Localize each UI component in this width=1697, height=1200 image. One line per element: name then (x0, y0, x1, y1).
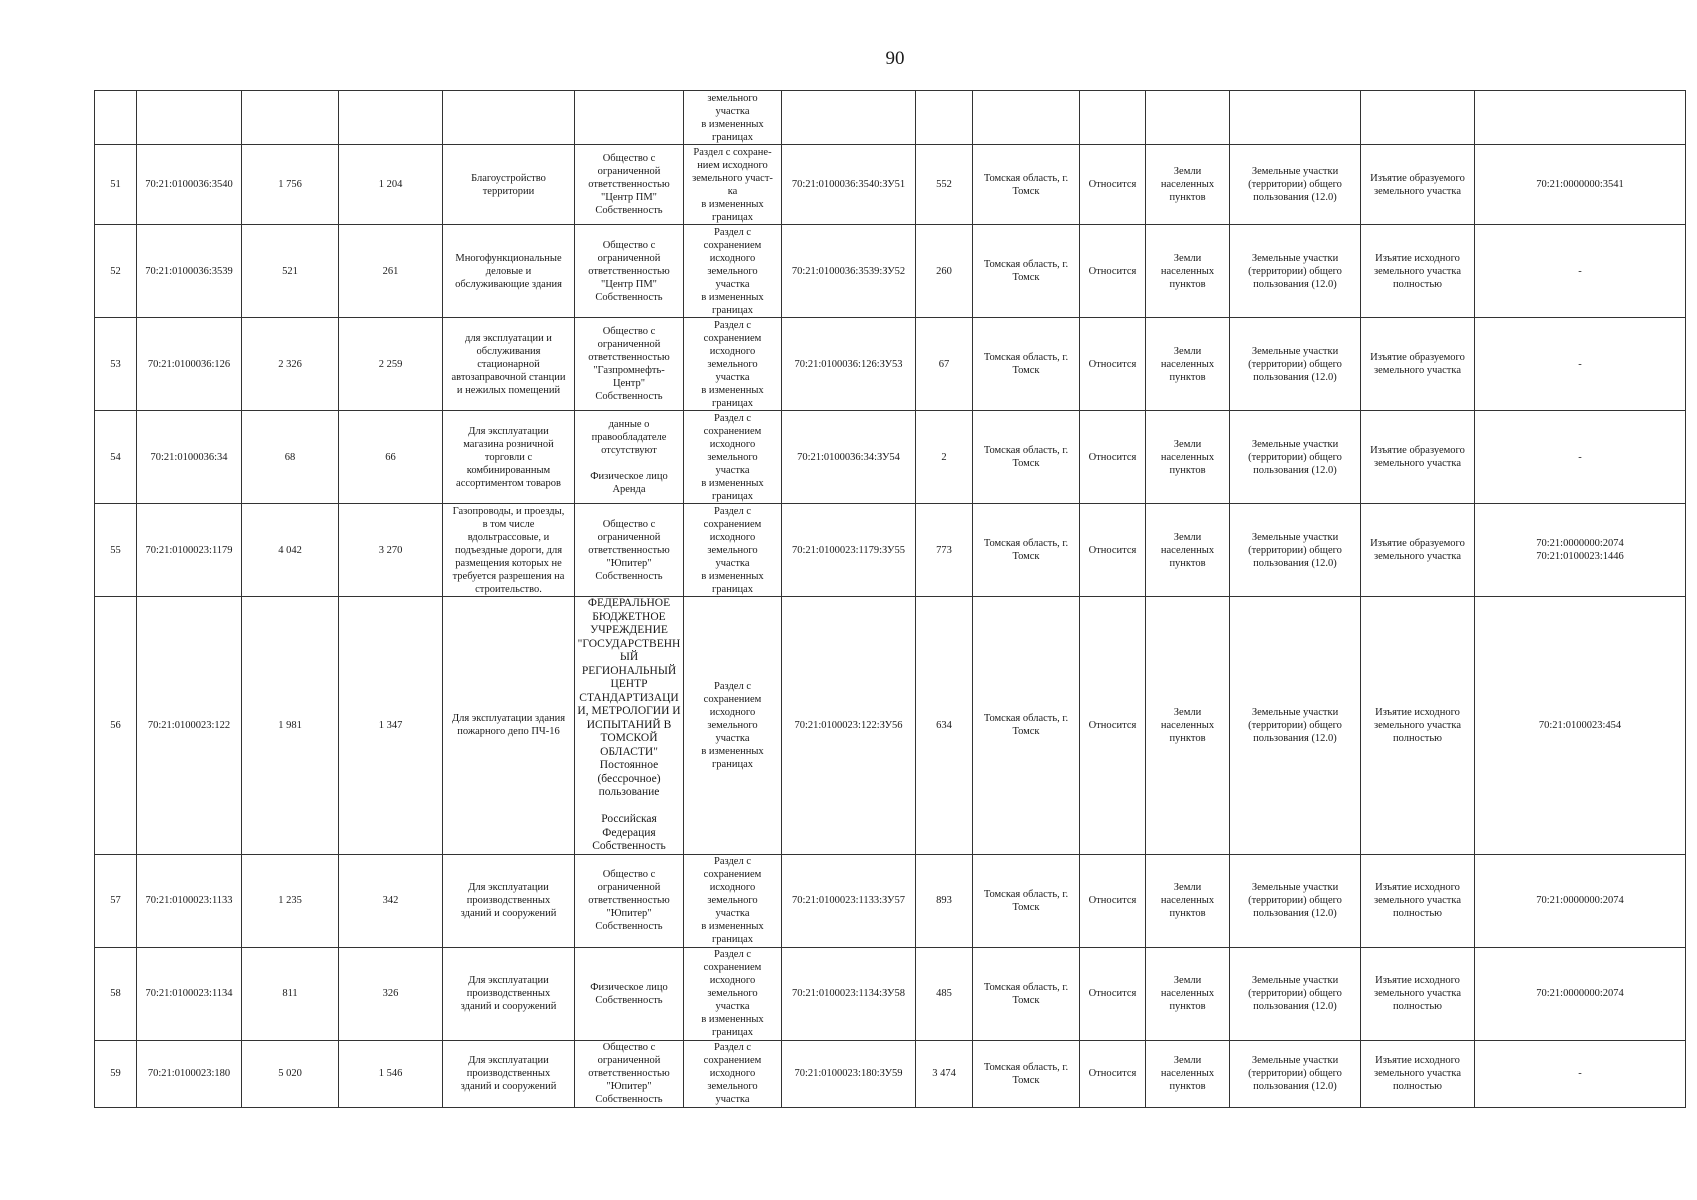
cell-location: Томская область, г. Томск (973, 504, 1080, 597)
cell-area-total: 521 (242, 225, 339, 318)
cell-new-cad: 70:21:0100023:122:ЗУ56 (782, 597, 916, 855)
cell-use: Для эксплуатации производственных зданий и сооружений (443, 1040, 575, 1107)
cell-category (1146, 91, 1230, 145)
cell-new-cad (782, 91, 916, 145)
land-parcels-table (94, 90, 1686, 1108)
cell-cad: 70:21:0100036:3540 (137, 145, 242, 225)
cell-relation: Относится (1080, 504, 1146, 597)
cell-objects: 70:21:0000000:3541 (1475, 145, 1686, 225)
cell-new-cad: 70:21:0100023:180:ЗУ59 (782, 1040, 916, 1107)
cell-relation: Относится (1080, 411, 1146, 504)
cell-area-taken: 1 347 (339, 597, 443, 855)
cell-area-total: 68 (242, 411, 339, 504)
cell-num: 59 (95, 1040, 137, 1107)
cell-owner: Общество с ограниченной ответственностью "Центр ПМ" Собственность (575, 225, 684, 318)
cell-use: Газопроводы, и проезды, в том числе вдольтрассовые, и подъездные дороги, для размещения которых не требуется разрешения на строительство. (443, 504, 575, 597)
cell-location: Томская область, г. Томск (973, 225, 1080, 318)
cell-vri: Земельные участки (территории) общего пользования (12.0) (1230, 145, 1361, 225)
table-row (95, 225, 1686, 318)
cell-owner: Общество с ограниченной ответственностью "Юпитер" Собственность (575, 854, 684, 947)
cell-area-total: 1 981 (242, 597, 339, 855)
cell-new-area: 67 (916, 318, 973, 411)
cell-use: Для эксплуатации производственных зданий и сооружений (443, 947, 575, 1040)
cell-action: Изъятие исходного земельного участка полностью (1361, 1040, 1475, 1107)
cell-new-area: 552 (916, 145, 973, 225)
cell-category: Земли населенных пунктов (1146, 411, 1230, 504)
cell-area-taken: 342 (339, 854, 443, 947)
cell-method: Раздел с сохранением исходного земельного участка в измененных границах (684, 411, 782, 504)
cell-relation: Относится (1080, 145, 1146, 225)
cell-num: 53 (95, 318, 137, 411)
cell-cad: 70:21:0100036:34 (137, 411, 242, 504)
cell-category: Земли населенных пунктов (1146, 947, 1230, 1040)
cell-action: Изъятие образуемого земельного участка (1361, 145, 1475, 225)
cell-action: Изъятие исходного земельного участка полностью (1361, 597, 1475, 855)
cell-objects: - (1475, 318, 1686, 411)
cell-owner (575, 91, 684, 145)
cell-use: Благоустройство территории (443, 145, 575, 225)
cell-vri: Земельные участки (территории) общего пользования (12.0) (1230, 597, 1361, 855)
cell-cad: 70:21:0100036:3539 (137, 225, 242, 318)
cell-cad: 70:21:0100036:126 (137, 318, 242, 411)
cell-vri (1230, 91, 1361, 145)
cell-objects: 70:21:0100023:454 (1475, 597, 1686, 855)
table-row (95, 947, 1686, 1040)
cell-method: земельного участка в измененных границах (684, 91, 782, 145)
cell-owner: ФЕДЕРАЛЬНОЕ БЮДЖЕТНОЕ УЧРЕЖДЕНИЕ "ГОСУДАРСТВЕНН ЫЙ РЕГИОНАЛЬНЫЙ ЦЕНТР СТАНДАРТИЗАЦИ И, МЕТРОЛОГИИ И ИСПЫТАНИЙ В ТОМСКОЙ ОБЛАСТИ" Постоянное (бессрочное) пользование Российская Федерация Собственность (575, 597, 684, 855)
cell-relation: Относится (1080, 947, 1146, 1040)
cell-new-area: 893 (916, 854, 973, 947)
cell-num: 51 (95, 145, 137, 225)
cell-cad (137, 91, 242, 145)
cell-cad: 70:21:0100023:180 (137, 1040, 242, 1107)
cell-vri: Земельные участки (территории) общего пользования (12.0) (1230, 1040, 1361, 1107)
cell-new-cad: 70:21:0100023:1179:ЗУ55 (782, 504, 916, 597)
cell-vri: Земельные участки (территории) общего пользования (12.0) (1230, 411, 1361, 504)
cell-objects: 70:21:0000000:2074 (1475, 854, 1686, 947)
cell-objects: 70:21:0000000:2074 (1475, 947, 1686, 1040)
cell-area-total: 2 326 (242, 318, 339, 411)
page-number: 90 (885, 48, 905, 69)
table-row (95, 597, 1686, 855)
cell-relation: Относится (1080, 225, 1146, 318)
cell-location: Томская область, г. Томск (973, 145, 1080, 225)
cell-relation: Относится (1080, 1040, 1146, 1107)
cell-objects: - (1475, 1040, 1686, 1107)
cell-use: для эксплуатации и обслуживания стационарной автозаправочной станции и нежилых помещений (443, 318, 575, 411)
cell-category: Земли населенных пунктов (1146, 145, 1230, 225)
cell-cad: 70:21:0100023:122 (137, 597, 242, 855)
cell-action: Изъятие образуемого земельного участка (1361, 318, 1475, 411)
cell-new-cad: 70:21:0100023:1134:ЗУ58 (782, 947, 916, 1040)
cell-method: Раздел с сохранением исходного земельного участка в измененных границах (684, 854, 782, 947)
cell-num (95, 91, 137, 145)
cell-use (443, 91, 575, 145)
table-row (95, 318, 1686, 411)
cell-new-cad: 70:21:0100036:3540:ЗУ51 (782, 145, 916, 225)
cell-category: Земли населенных пунктов (1146, 1040, 1230, 1107)
cell-category: Земли населенных пунктов (1146, 504, 1230, 597)
cell-num: 52 (95, 225, 137, 318)
cell-area-taken: 3 270 (339, 504, 443, 597)
cell-owner: Физическое лицо Собственность (575, 947, 684, 1040)
cell-use: Для эксплуатации производственных зданий и сооружений (443, 854, 575, 947)
cell-method: Раздел с сохранением исходного земельного участка в измененных границах (684, 504, 782, 597)
cell-area-taken: 66 (339, 411, 443, 504)
table-row (95, 411, 1686, 504)
cell-area-taken: 261 (339, 225, 443, 318)
cell-area-total (242, 91, 339, 145)
cell-vri: Земельные участки (территории) общего пользования (12.0) (1230, 318, 1361, 411)
cell-category: Земли населенных пунктов (1146, 854, 1230, 947)
cell-area-total: 1 756 (242, 145, 339, 225)
cell-relation: Относится (1080, 854, 1146, 947)
cell-use: Многофункциональные деловые и обслуживающие здания (443, 225, 575, 318)
cell-new-cad: 70:21:0100036:126:ЗУ53 (782, 318, 916, 411)
cell-category: Земли населенных пунктов (1146, 597, 1230, 855)
cell-vri: Земельные участки (территории) общего пользования (12.0) (1230, 947, 1361, 1040)
cell-objects: - (1475, 225, 1686, 318)
cell-new-area: 485 (916, 947, 973, 1040)
cell-new-area: 3 474 (916, 1040, 973, 1107)
cell-location: Томская область, г. Томск (973, 854, 1080, 947)
cell-area-taken: 1 546 (339, 1040, 443, 1107)
table-row (95, 1040, 1686, 1107)
cell-owner: Общество с ограниченной ответственностью "Центр ПМ" Собственность (575, 145, 684, 225)
cell-category: Земли населенных пунктов (1146, 318, 1230, 411)
cell-num: 54 (95, 411, 137, 504)
cell-method: Раздел с сохранением исходного земельного участка в измененных границах (684, 318, 782, 411)
cell-cad: 70:21:0100023:1134 (137, 947, 242, 1040)
cell-action: Изъятие образуемого земельного участка (1361, 411, 1475, 504)
cell-use: Для эксплуатации магазина розничной торговли с комбинированным ассортиментом товаров (443, 411, 575, 504)
cell-action (1361, 91, 1475, 145)
cell-area-taken: 326 (339, 947, 443, 1040)
cell-new-area: 260 (916, 225, 973, 318)
cell-relation (1080, 91, 1146, 145)
cell-vri: Земельные участки (территории) общего пользования (12.0) (1230, 504, 1361, 597)
cell-area-total: 4 042 (242, 504, 339, 597)
cell-action: Изъятие образуемого земельного участка (1361, 504, 1475, 597)
cell-owner: Общество с ограниченной ответственностью "Юпитер" Собственность (575, 504, 684, 597)
cell-action: Изъятие исходного земельного участка полностью (1361, 225, 1475, 318)
cell-objects (1475, 91, 1686, 145)
cell-method: Раздел с сохранением исходного земельного участка в измененных границах (684, 225, 782, 318)
cell-num: 56 (95, 597, 137, 855)
cell-vri: Земельные участки (территории) общего пользования (12.0) (1230, 854, 1361, 947)
cell-location: Томская область, г. Томск (973, 411, 1080, 504)
cell-area-total: 5 020 (242, 1040, 339, 1107)
cell-new-area: 2 (916, 411, 973, 504)
cell-method: Раздел с сохране- нием исходного земельного участ- ка в измененных границах (684, 145, 782, 225)
cell-action: Изъятие исходного земельного участка полностью (1361, 947, 1475, 1040)
cell-area-total: 811 (242, 947, 339, 1040)
cell-cad: 70:21:0100023:1179 (137, 504, 242, 597)
cell-new-cad: 70:21:0100036:34:ЗУ54 (782, 411, 916, 504)
cell-owner: Общество с ограниченной ответственностью "Газпромнефть- Центр" Собственность (575, 318, 684, 411)
table-row (95, 504, 1686, 597)
cell-location (973, 91, 1080, 145)
cell-action: Изъятие исходного земельного участка полностью (1361, 854, 1475, 947)
cell-new-cad: 70:21:0100023:1133:ЗУ57 (782, 854, 916, 947)
cell-new-area (916, 91, 973, 145)
cell-num: 55 (95, 504, 137, 597)
cell-cad: 70:21:0100023:1133 (137, 854, 242, 947)
table-row (95, 854, 1686, 947)
table-row-carry-over (95, 91, 1686, 145)
cell-method: Раздел с сохранением исходного земельного участка в измененных границах (684, 947, 782, 1040)
table-row (95, 145, 1686, 225)
cell-relation: Относится (1080, 318, 1146, 411)
cell-method: Раздел с сохранением исходного земельного участка (684, 1040, 782, 1107)
cell-num: 57 (95, 854, 137, 947)
cell-location: Томская область, г. Томск (973, 597, 1080, 855)
cell-area-taken (339, 91, 443, 145)
cell-vri: Земельные участки (территории) общего пользования (12.0) (1230, 225, 1361, 318)
cell-location: Томская область, г. Томск (973, 318, 1080, 411)
cell-area-taken: 1 204 (339, 145, 443, 225)
cell-relation: Относится (1080, 597, 1146, 855)
cell-objects: 70:21:0000000:2074 70:21:0100023:1446 (1475, 504, 1686, 597)
cell-location: Томская область, г. Томск (973, 1040, 1080, 1107)
cell-category: Земли населенных пунктов (1146, 225, 1230, 318)
cell-num: 58 (95, 947, 137, 1040)
cell-new-area: 634 (916, 597, 973, 855)
cell-owner: данные о правообладателе отсутствуют Физическое лицо Аренда (575, 411, 684, 504)
cell-objects: - (1475, 411, 1686, 504)
cell-owner: Общество с ограниченной ответственностью "Юпитер" Собственность (575, 1040, 684, 1107)
cell-area-taken: 2 259 (339, 318, 443, 411)
cell-new-cad: 70:21:0100036:3539:ЗУ52 (782, 225, 916, 318)
cell-use: Для эксплуатации здания пожарного депо ПЧ-16 (443, 597, 575, 855)
cell-location: Томская область, г. Томск (973, 947, 1080, 1040)
cell-area-total: 1 235 (242, 854, 339, 947)
cell-new-area: 773 (916, 504, 973, 597)
cell-method: Раздел с сохранением исходного земельного участка в измененных границах (684, 597, 782, 855)
